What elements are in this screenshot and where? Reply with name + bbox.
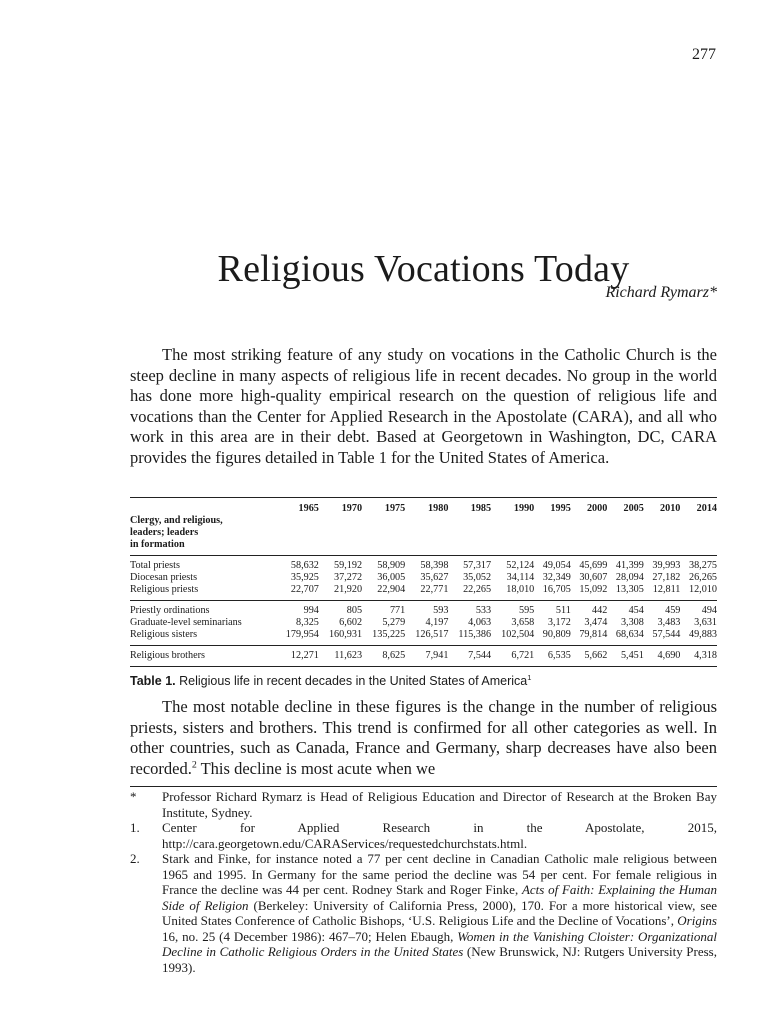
- table-cell: 7,941: [405, 646, 448, 667]
- empty-cell: [448, 515, 491, 556]
- table-cell: 35,052: [463, 572, 492, 583]
- caption-note: 1: [527, 672, 532, 682]
- table-cell: 3,308: [620, 617, 644, 628]
- table-row: [130, 556, 717, 573]
- table-cell: 16,705: [534, 584, 571, 601]
- table-cell: 8,325: [295, 617, 319, 628]
- table-cell: 58,909: [377, 560, 406, 571]
- table-row: [130, 601, 717, 618]
- empty-cell: [607, 515, 644, 556]
- table-cell: 5,662: [571, 646, 608, 667]
- empty-cell: [571, 515, 608, 556]
- empty-cell: [362, 515, 405, 556]
- table-cell: 102,504: [491, 629, 534, 646]
- footnote-text: [162, 851, 717, 975]
- table-cell: 4,318: [680, 646, 717, 667]
- footnote: [130, 820, 717, 851]
- table-cell: 6,721: [491, 646, 534, 667]
- intro-paragraph: The most striking feature of any study on vocations in the Catholic Church is the steep decline in many aspects of religious life in recent decades. No group in the world has done more high-quality empirical research on the question of religious life and vocations than the Center for Applied Research in the Apostolate (CARA), and all who work in this area are in their debt. Based at Georgetown in Washington, DC, CARA provides the figures detailed in Table 1 for the United States of America.: [130, 345, 717, 467]
- table-cell: 18,010: [491, 584, 534, 601]
- table-cell: 36,005: [377, 572, 406, 583]
- table-row: [130, 584, 717, 601]
- footnote-mark: *: [130, 789, 137, 804]
- table-cell: 3,631: [694, 617, 717, 628]
- table-cell: 115,386: [448, 629, 491, 646]
- stub-header-row: [130, 515, 717, 556]
- table-cell: 135,225: [362, 629, 405, 646]
- table-cell: 4,197: [425, 617, 449, 628]
- year-header: 1980: [428, 503, 449, 514]
- table-cell: 34,114: [506, 572, 535, 583]
- table-cell: 49,054: [542, 560, 571, 571]
- table-row: [130, 646, 717, 667]
- year-header: 2014: [696, 503, 717, 514]
- table-cell: 994: [303, 605, 319, 616]
- table-cell: 3,483: [657, 617, 681, 628]
- table-row: [130, 629, 717, 646]
- table-cell: 49,883: [680, 629, 717, 646]
- empty-cell: [276, 515, 319, 556]
- table-cell: 35,627: [420, 572, 449, 583]
- author-name: Richard Rymarz*: [605, 284, 717, 301]
- table-cell: 41,399: [615, 560, 644, 571]
- table-cell: 511: [555, 605, 571, 616]
- article-title: Religious Vocations Today: [217, 248, 630, 291]
- row-label: Priestly ordinations: [130, 605, 210, 616]
- table-cell: 58,398: [420, 560, 449, 571]
- row-label: Religious brothers: [130, 646, 276, 667]
- table-cell: 494: [701, 605, 717, 616]
- year-header: 1985: [470, 503, 492, 514]
- table-cell: 22,265: [448, 584, 491, 601]
- table-cell: 4,063: [468, 617, 492, 628]
- paragraph-text-cont: This decline is most acute when we: [196, 758, 436, 778]
- year-header: 2000: [586, 503, 608, 514]
- table-cell: 15,092: [571, 584, 608, 601]
- stub-header-line: Clergy, and religious,: [130, 515, 223, 526]
- table-cell: 21,920: [319, 584, 362, 601]
- table-cell: 32,349: [542, 572, 571, 583]
- year-header: 1965: [298, 503, 319, 514]
- year-header: 1995: [550, 503, 571, 514]
- table-cell: 126,517: [405, 629, 448, 646]
- table-cell: 37,272: [334, 572, 363, 583]
- table-cell: 58,632: [290, 560, 319, 571]
- row-label: Graduate-level seminarians: [130, 617, 242, 628]
- caption-label: Table 1.: [130, 674, 176, 688]
- table-cell: 57,544: [644, 629, 681, 646]
- table-cell: 22,904: [362, 584, 405, 601]
- year-header: 2005: [623, 503, 644, 514]
- footnote-text: Professor Richard Rymarz is Head of Religious Education and Director of Research at the Broken Bay Institute, Sydney.: [162, 789, 717, 820]
- table-cell: 8,625: [362, 646, 405, 667]
- table-cell: 52,124: [506, 560, 535, 571]
- table-row: [130, 617, 717, 629]
- table-cell: 805: [346, 605, 363, 616]
- table-cell: 22,771: [405, 584, 448, 601]
- table-cell: 68,634: [607, 629, 644, 646]
- footnote: [130, 789, 717, 820]
- year-header: 2010: [660, 503, 681, 514]
- fn-journal-title: Origins: [677, 913, 717, 928]
- empty-cell: [491, 515, 534, 556]
- caption-text: Religious life in recent decades in the United States of America: [179, 674, 528, 688]
- row-label: Diocesan priests: [130, 572, 198, 583]
- table-cell: 39,993: [652, 560, 681, 571]
- footnote-divider: [130, 786, 717, 787]
- empty-cell: [534, 515, 571, 556]
- row-label: Religious sisters: [130, 629, 276, 646]
- table-cell: 12,811: [644, 584, 681, 601]
- footnotes: [130, 789, 717, 975]
- table-cell: 160,931: [319, 629, 362, 646]
- table-cell: 12,010: [680, 584, 717, 601]
- table-cell: 79,814: [571, 629, 608, 646]
- table-cell: 90,809: [534, 629, 571, 646]
- vocations-table: [130, 497, 717, 667]
- stub-header-spacer: [130, 498, 276, 516]
- table-header-row: [130, 498, 717, 516]
- table-cell: 179,954: [276, 629, 319, 646]
- table-cell: 12,271: [276, 646, 319, 667]
- fn-book-title: Acts of Faith: Explaining the Human Side of Religion: [162, 882, 717, 913]
- table-cell: 26,265: [688, 572, 717, 583]
- table-cell: 593: [433, 605, 449, 616]
- empty-cell: [644, 515, 681, 556]
- fn-book-title: Women in the Vanishing Cloister: Organizational Decline in Catholic Religious Orders in the United States: [162, 928, 718, 959]
- table-cell: 11,623: [319, 646, 362, 667]
- table-cell: 5,279: [382, 617, 406, 628]
- fn-text-part: 16, no. 25 (4 December 1986): 467–70; Helen Ebaugh,: [162, 928, 458, 944]
- table-cell: 454: [628, 605, 644, 616]
- fn-text-part: Stark and Finke, for instance noted a 77 per cent decline in Canadian Catholic male religious between 1965 and 1995. In Germany for the same period the decline was 54 per cent. For female religious in France the decline was 44 per cent. Rodney Stark and Roger Finke,: [162, 851, 717, 897]
- table-cell: 45,699: [579, 560, 608, 571]
- table-row: [130, 572, 717, 584]
- table-cell: 38,275: [688, 560, 717, 571]
- table-cell: 3,474: [584, 617, 608, 628]
- footnote-text: Center for Applied Research in the Apostolate, 2015, http://cara.georgetown.edu/CARAServices/requestedchurchstats.html.: [162, 820, 717, 851]
- footnote: [130, 851, 717, 975]
- row-label: Total priests: [130, 560, 180, 571]
- empty-cell: [405, 515, 448, 556]
- paragraph-text: The most notable decline in these figures is the change in the number of religious priests, sisters and brothers. This trend is confirmed for all other categories as well. In other countries, such as Canada, France and Germany, sharp decreases have also been recorded.: [130, 697, 717, 778]
- stub-header-line: leaders; leaders: [130, 527, 199, 538]
- stub-header-line: in formation: [130, 539, 185, 550]
- year-header: 1990: [513, 503, 535, 514]
- fn-text-part: (New Brunswick, NJ: Rutgers University Press, 1993).: [162, 944, 717, 975]
- table-cell: 35,925: [290, 572, 319, 583]
- page-number: 277: [692, 46, 716, 63]
- empty-cell: [680, 515, 717, 556]
- table-cell: 59,192: [334, 560, 363, 571]
- table-cell: 3,658: [511, 617, 535, 628]
- fn-text-part: (Berkeley: University of California Press, 2000), 170. For a more historical view, see United States Conference of Catholic Bishops, ‘U.S. Religious Life and the Decline of Vocations’,: [162, 897, 718, 928]
- table-cell: 595: [518, 605, 535, 616]
- table-cell: 3,172: [547, 617, 571, 628]
- year-header: 1970: [341, 503, 363, 514]
- table-cell: 442: [592, 605, 608, 616]
- table-cell: 13,305: [607, 584, 644, 601]
- table-caption: [130, 674, 531, 688]
- table-cell: 6,535: [534, 646, 571, 667]
- table-cell: 5,451: [607, 646, 644, 667]
- footnote-mark: 2.: [130, 851, 140, 866]
- body-paragraph: [130, 697, 717, 779]
- year-header: 1975: [384, 503, 406, 514]
- table-cell: 4,690: [644, 646, 681, 667]
- table-cell: 57,317: [463, 560, 492, 571]
- table-cell: 7,544: [448, 646, 491, 667]
- table-cell: 533: [475, 605, 492, 616]
- footnote-mark: 1.: [130, 820, 140, 835]
- table-cell: 27,182: [652, 572, 681, 583]
- table-cell: 30,607: [579, 572, 608, 583]
- table-cell: 459: [665, 605, 681, 616]
- table-cell: 22,707: [276, 584, 319, 601]
- empty-cell: [319, 515, 362, 556]
- row-label: Religious priests: [130, 584, 276, 601]
- table-cell: 771: [389, 605, 406, 616]
- table-cell: 6,602: [339, 617, 363, 628]
- table-cell: 28,094: [615, 572, 644, 583]
- footnote-ref: 2: [191, 759, 197, 771]
- stub-header: [130, 515, 276, 556]
